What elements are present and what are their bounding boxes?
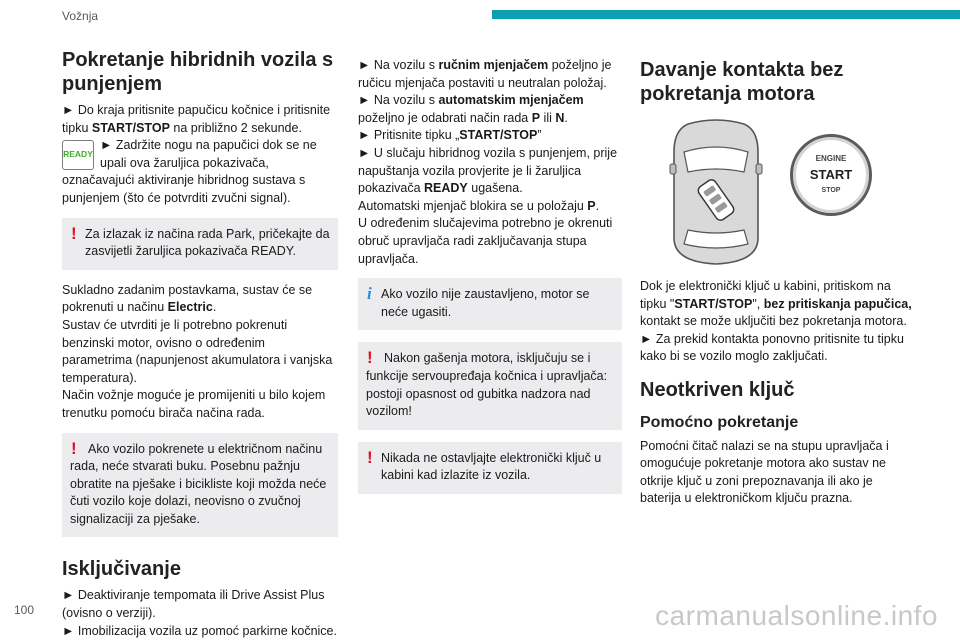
info-box xyxy=(358,278,622,330)
column-1 xyxy=(62,48,338,640)
warning-icon: ! xyxy=(367,348,373,368)
watermark: carmanualsonline.info xyxy=(655,600,938,631)
heading-switch-off: Isključivanje xyxy=(62,558,181,581)
section-title: Vožnja xyxy=(62,9,99,23)
warning-box xyxy=(62,218,338,270)
subheading-backup-start: Pomoćno pokretanje xyxy=(640,413,799,431)
warning-box xyxy=(358,342,622,429)
illustration xyxy=(640,118,912,266)
heading-ignition: Davanje kontakta bez pokretanja motora xyxy=(640,59,844,105)
warning-icon: ! xyxy=(71,438,77,458)
paragraph: ► Do kraja pritisnite papučicu kočnice i pritisnite tipku START/STOP na približno 2 sekunde. xyxy=(62,103,331,135)
paragraph: Automatski mjenjač blokira se u položaju P. xyxy=(358,198,600,213)
warning-box xyxy=(62,433,338,538)
paragraph: ► U slučaju hibridnog vozila s punjenjem, prije napuštanja vozila provjerite je li žaruljica pokazivača READY ugašena. xyxy=(358,145,618,196)
paragraph: Način vožnje moguće je promijeniti u bilo kojem trenutku pomoću birača načina rada. xyxy=(62,388,326,420)
car-top-view-icon xyxy=(668,118,764,266)
paragraph: ► Deaktiviranje tempomata ili Drive Assist Plus (ovisno o verziji). xyxy=(62,588,325,621)
info-icon: i xyxy=(367,284,372,304)
engine-start-stop-button-icon: ENGINE START STOP xyxy=(790,134,872,216)
info-text: Ako vozilo nije zaustavljeno, motor se neće ugasiti. xyxy=(381,287,590,319)
column-2 xyxy=(358,57,622,506)
paragraph-ready: READY ► Zadržite nogu na papučici dok se ne upali ova žaruljica pokazivača, označavajući aktiviranje hibridnog sustava s punjenjem (što će potvrditi zvučni signal). xyxy=(62,138,317,205)
warning-box xyxy=(358,442,622,494)
warning-text: Za izlazak iz načina rada Park, pričekajte da zasvijetli žaruljica pokazivača READY. xyxy=(85,226,330,259)
paragraph: Sustav će utvrditi je li potrebno pokrenuti benzinski motor, ovisno o određenim parametrima (napunjenost akumulatora i vanjska temperatura). xyxy=(62,317,333,385)
ready-indicator-icon: READY xyxy=(62,140,94,170)
warning-text: Nikada ne ostavljajte elektronički ključ u kabini kad izlazite iz vozila. xyxy=(381,450,602,483)
paragraph: Pomoćni čitač nalazi se na stupu upravljača i omogućuje pokretanje motora ako sustav ne otkrije ključ u zoni prepoznavanja ili ako je baterija u elektroničkom ključu prazna. xyxy=(640,438,889,506)
paragraph: ► Na vozilu s automatskim mjenjačem poželjno je odabrati način rada P ili N. xyxy=(358,93,584,125)
warning-icon: ! xyxy=(71,223,77,243)
heading-hybrid-start: Pokretanje hibridnih vozila s punjenjem xyxy=(62,49,334,95)
warning-text: Ako vozilo pokrenete u električnom načinu rada, neće stvarati buku. Posebnu pažnju obratite na pješake i bicikliste koji možda neće čuti vozilo koje dolazi, neovisno o zvučnoj signalizaciji za pješake. xyxy=(70,441,327,526)
header-accent-bar xyxy=(492,10,960,19)
warning-icon: ! xyxy=(367,447,373,467)
paragraph: ► Na vozilu s ručnim mjenjačem poželjno je ručicu mjenjača postaviti u neutralan položaj. xyxy=(358,58,612,90)
paragraph: ► Pritisnite tipku „START/STOP” xyxy=(358,128,542,143)
page-number: 100 xyxy=(14,603,35,617)
paragraph: Dok je elektronički ključ u kabini, pritiskom na tipku "START/STOP", bez pritiskanja papučica, kontakt se može uključiti bez pokretanja motora. xyxy=(640,279,912,329)
paragraph: Sukladno zadanim postavkama, sustav će se pokrenuti u načinu Electric. xyxy=(62,282,313,315)
column-3 xyxy=(640,58,912,508)
paragraph: ► Za prekid kontakta ponovno pritisnite tu tipku kako bi se vozilo moglo zaključati. xyxy=(640,331,904,364)
heading-key-not-detected: Neotkriven ključ xyxy=(640,378,795,401)
paragraph: U određenim slučajevima potrebno je okrenuti obruč upravljača radi zaključavanja stupa upravljača. xyxy=(358,216,613,266)
paragraph: ► Imobilizacija vozila uz pomoć parkirne kočnice. xyxy=(62,623,337,638)
warning-text: Nakon gašenja motora, isključuju se i funkcije servoupređaja kočnica i upravljača: postoji opasnost od gubitka nadzora nad vozilom! xyxy=(366,351,608,419)
